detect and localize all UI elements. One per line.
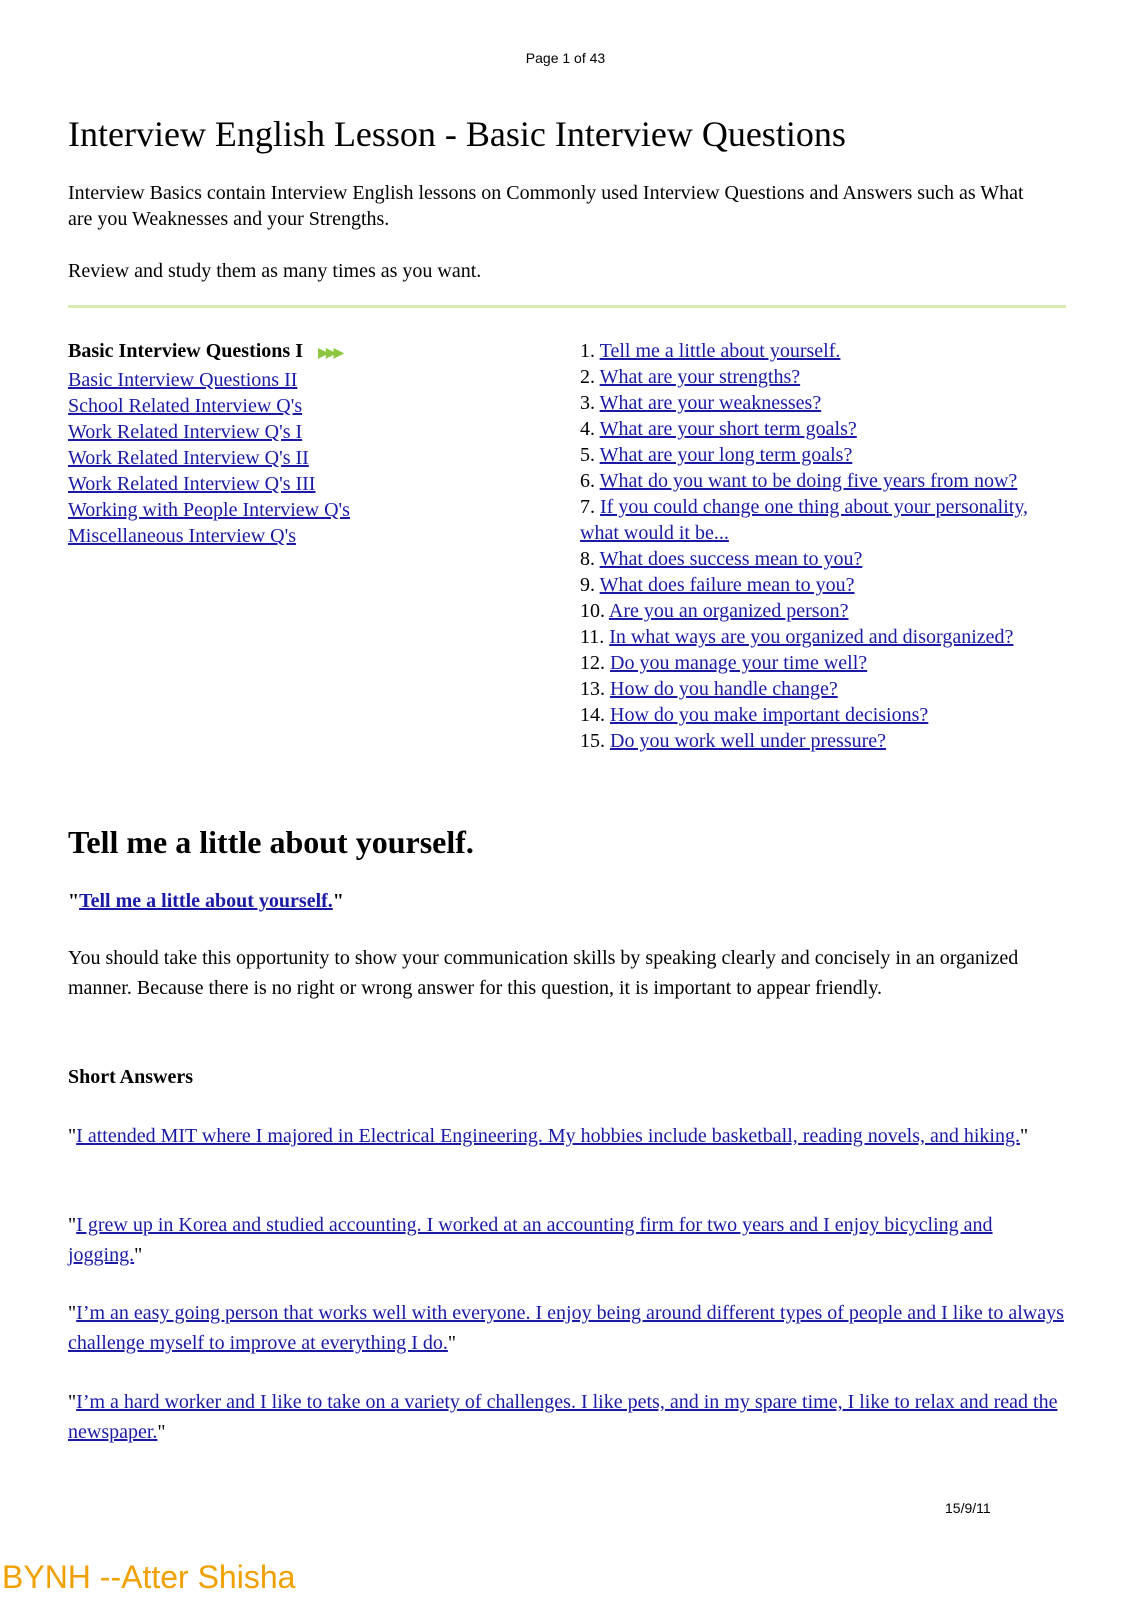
intro-text: Interview Basics contain Interview English lessons on Commonly used Interview Questions and Answers such as What are you Weaknesses and your Strengths. <box>68 182 1024 230</box>
question-link[interactable]: Do you work well under pressure? <box>610 730 887 752</box>
question-link[interactable]: What are your strengths? <box>599 366 801 388</box>
question-number: 10. <box>580 600 605 622</box>
answer-item: "I attended MIT where I majored in Electrical Engineering. My hobbies include basketball, reading novels, and hiking." <box>68 1125 1029 1147</box>
answer-item: "I’m an easy going person that works well with everyone. I enjoy being around different types of people and I like to always challenge myself to improve at everything I do." <box>68 1302 1064 1354</box>
question-link[interactable]: Are you an organized person? <box>608 600 849 622</box>
list-item <box>580 364 1040 390</box>
question-link[interactable]: What does failure mean to you? <box>599 574 855 596</box>
section-description: You should take this opportunity to show your communication skills by speaking clearly and concisely in an organized manner. Because there is no right or wrong answer for this question, it is important to appear friendly. <box>68 947 1019 999</box>
nav-current-lesson <box>68 338 508 367</box>
question-number: 6. <box>580 470 595 492</box>
page-title: Interview English Lesson - Basic Interview Questions <box>68 114 846 154</box>
nav-link-basic-ii[interactable]: Basic Interview Questions II <box>68 369 298 391</box>
nav-current-label: Basic Interview Questions I <box>68 340 303 362</box>
lesson-nav <box>68 338 508 549</box>
question-number: 8. <box>580 548 595 570</box>
question-link[interactable]: What does success mean to you? <box>599 548 863 570</box>
question-number: 11. <box>580 626 605 648</box>
question-link[interactable]: How do you make important decisions? <box>610 704 929 726</box>
question-number: 9. <box>580 574 595 596</box>
question-link[interactable]: How do you handle change? <box>610 678 838 700</box>
list-item <box>580 702 1040 728</box>
question-link[interactable]: What do you want to be doing five years from now? <box>599 470 1018 492</box>
divider <box>68 305 1066 308</box>
question-link[interactable]: Do you manage your time well? <box>610 652 868 674</box>
question-number: 13. <box>580 678 605 700</box>
section-heading: Tell me a little about yourself. <box>68 824 474 860</box>
footer-date: 15/9/11 <box>945 1500 991 1516</box>
list-item <box>580 572 1040 598</box>
page-number: Page 1 of 43 <box>525 50 606 66</box>
section-question: "Tell me a little about yourself." <box>68 890 344 912</box>
answer-link[interactable]: I grew up in Korea and studied accounting. I worked at an accounting firm for two years and I enjoy bicycling and jogging. <box>68 1214 993 1266</box>
short-answers-heading: Short Answers <box>68 1066 194 1088</box>
nav-link-work-ii[interactable]: Work Related Interview Q's II <box>68 447 309 469</box>
question-link[interactable]: What are your short term goals? <box>599 418 857 440</box>
list-item <box>580 598 1040 624</box>
list-item <box>580 468 1040 494</box>
question-number: 2. <box>580 366 595 388</box>
question-number: 3. <box>580 392 595 414</box>
answer-link[interactable]: I’m an easy going person that works well with everyone. I enjoy being around different types of people and I like to always challenge myself to improve at everything I do. <box>68 1302 1064 1354</box>
answer-item: "I’m a hard worker and I like to take on a variety of challenges. I like pets, and in my spare time, I like to relax and read the newspaper." <box>68 1391 1058 1443</box>
list-item <box>580 650 1040 676</box>
nav-link-misc[interactable]: Miscellaneous Interview Q's <box>68 525 296 547</box>
section-question-link[interactable]: Tell me a little about yourself. <box>79 890 333 912</box>
list-item <box>580 728 1040 754</box>
list-item <box>580 338 1040 364</box>
list-item <box>580 442 1040 468</box>
question-link[interactable]: What are your weaknesses? <box>599 392 822 414</box>
watermark-text: BYNH --Atter Shisha <box>2 1559 296 1595</box>
question-number: 7. <box>580 496 595 518</box>
question-link[interactable]: In what ways are you organized and disorganized? <box>609 626 1014 648</box>
review-text: Review and study them as many times as you want. <box>68 260 482 282</box>
question-number: 1. <box>580 340 595 362</box>
list-item <box>580 494 1040 546</box>
question-link[interactable]: Tell me a little about yourself. <box>599 340 841 362</box>
nav-link-work-i[interactable]: Work Related Interview Q's I <box>68 421 303 443</box>
list-item <box>580 624 1040 650</box>
question-link[interactable]: If you could change one thing about your personality, what would it be... <box>580 496 1029 544</box>
list-item <box>580 676 1040 702</box>
forward-arrows-icon: ▶▶▶ <box>318 346 342 361</box>
answer-link[interactable]: I attended MIT where I majored in Electrical Engineering. My hobbies include basketball, reading novels, and hiking. <box>76 1125 1020 1147</box>
list-item <box>580 416 1040 442</box>
question-number: 12. <box>580 652 605 674</box>
list-item <box>580 390 1040 416</box>
question-number: 14. <box>580 704 605 726</box>
question-link[interactable]: What are your long term goals? <box>599 444 853 466</box>
answer-item: "I grew up in Korea and studied accounting. I worked at an accounting firm for two years and I enjoy bicycling and jogging." <box>68 1214 993 1266</box>
question-number: 5. <box>580 444 595 466</box>
question-list <box>580 338 1040 754</box>
list-item <box>580 546 1040 572</box>
answer-link[interactable]: I’m a hard worker and I like to take on a variety of challenges. I like pets, and in my spare time, I like to relax and read the newspaper. <box>68 1391 1058 1443</box>
question-number: 15. <box>580 730 605 752</box>
question-number: 4. <box>580 418 595 440</box>
nav-link-work-iii[interactable]: Work Related Interview Q's III <box>68 473 316 495</box>
nav-link-school[interactable]: School Related Interview Q's <box>68 395 303 417</box>
nav-link-people[interactable]: Working with People Interview Q's <box>68 499 350 521</box>
